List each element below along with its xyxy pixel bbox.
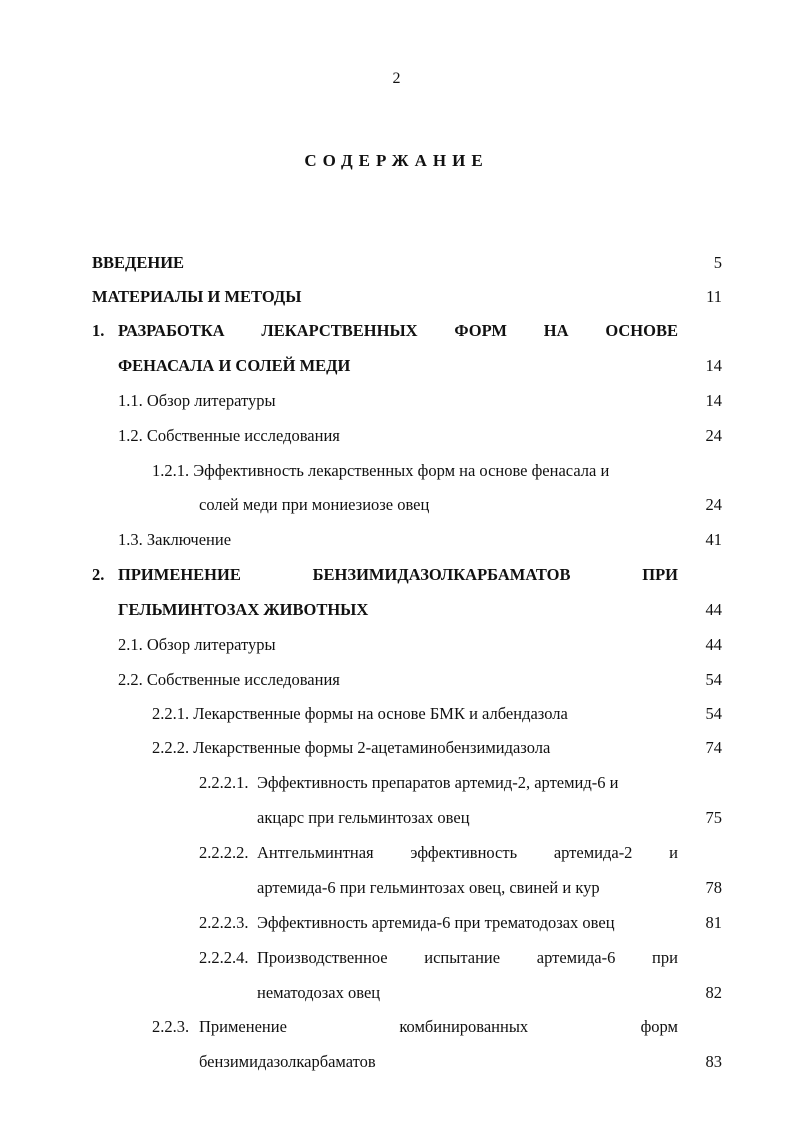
toc-s2-2-2[interactable]: 2.2.2. Лекарственные формы 2-ацетаминобензимидазола — [152, 738, 551, 757]
toc-intro-page: 5 — [713, 253, 722, 272]
toc-s1-word: РАЗРАБОТКА — [118, 321, 225, 340]
toc-s2-2-2-4-word: Производственное — [257, 948, 388, 967]
toc-s2-2-2-4-line1[interactable] — [257, 947, 678, 969]
toc-s2-2-2-2-word: Антгельминтная — [257, 843, 374, 862]
toc-s2-line2[interactable]: ГЕЛЬМИНТОЗАХ ЖИВОТНЫХ — [118, 600, 369, 619]
toc-s1-3-page: 41 — [705, 530, 722, 549]
toc-s2-word: ПРИ — [642, 565, 678, 584]
toc-s1-3[interactable]: 1.3. Заключение — [118, 530, 232, 549]
toc-s2-2-2-2-line1[interactable] — [257, 842, 678, 864]
toc-s2-2-3-line2[interactable]: бензимидазолкарбаматов — [199, 1052, 376, 1071]
toc-s2-2-2-2-word: эффективность — [410, 843, 518, 862]
toc-s2-2-2-2-number: 2.2.2.2. — [199, 843, 249, 862]
toc-s2-2-3-number: 2.2.3. — [152, 1017, 190, 1036]
toc-s1-2-1-page: 24 — [705, 495, 722, 514]
toc-s2-2-1[interactable]: 2.2.1. Лекарственные формы на основе БМК и албендазола — [152, 704, 568, 723]
toc-s2-2-2-3-number: 2.2.2.3. — [199, 913, 249, 932]
toc-s2-2-2-2-page: 78 — [705, 878, 722, 897]
toc-s2-2-2-1-line2[interactable]: акцарс при гельминтозах овец — [257, 808, 470, 827]
toc-methods[interactable]: МАТЕРИАЛЫ И МЕТОДЫ — [92, 287, 302, 306]
toc-s2-2-page: 54 — [705, 670, 722, 689]
toc-s2-2-2-4-line2[interactable]: нематодозах овец — [257, 983, 381, 1002]
toc-s1-2-1-line2[interactable]: солей меди при мониезиозе овец — [199, 495, 430, 514]
toc-s2-word: ПРИМЕНЕНИЕ — [118, 565, 241, 584]
toc-s2-1-page: 44 — [705, 635, 722, 654]
toc-s2-2-2-2-line2[interactable]: артемида-6 при гельминтозах овец, свиней и кур — [257, 878, 600, 897]
toc-s2-2-2-3-page: 81 — [705, 913, 722, 932]
toc-s1-word: ФОРМ — [454, 321, 507, 340]
toc-s2-2-3-line1[interactable] — [199, 1016, 678, 1038]
toc-s1-word: ЛЕКАРСТВЕННЫХ — [261, 321, 418, 340]
toc-s1-number: 1. — [92, 321, 105, 340]
toc-s1-1[interactable]: 1.1. Обзор литературы — [118, 391, 276, 410]
toc-s1-page: 14 — [705, 356, 722, 375]
toc-s2-2-2-1-number: 2.2.2.1. — [199, 773, 249, 792]
page-number: 2 — [392, 70, 401, 87]
toc-s2-2-2-4-word: испытание — [424, 948, 501, 967]
toc-s2-2-2-page: 74 — [705, 738, 722, 757]
toc-s1-line2[interactable]: ФЕНАСАЛА И СОЛЕЙ МЕДИ — [118, 356, 351, 375]
toc-s2-2-3-word: форм — [640, 1017, 678, 1036]
toc-s2-2-2-4-number: 2.2.2.4. — [199, 948, 249, 967]
toc-s2-2-2-1-page: 75 — [705, 808, 722, 827]
toc-s1-2[interactable]: 1.2. Собственные исследования — [118, 426, 340, 445]
toc-intro[interactable]: ВВЕДЕНИЕ — [92, 253, 185, 272]
toc-s2-1[interactable]: 2.1. Обзор литературы — [118, 635, 276, 654]
toc-s2-2-2-4-word: артемида-6 — [536, 948, 616, 967]
toc-s2-2-1-page: 54 — [705, 704, 722, 723]
toc-s2-2-3-word: Применение — [199, 1017, 287, 1036]
toc-s2-number: 2. — [92, 565, 105, 584]
toc-s2-2-2-2-word: и — [669, 843, 678, 862]
toc-s2-line1[interactable] — [118, 564, 678, 586]
toc-s2-word: БЕНЗИМИДАЗОЛКАРБАМАТОВ — [312, 565, 571, 584]
toc-s1-word: НА — [543, 321, 569, 340]
toc-s2-2-2-2-word: артемида-2 — [553, 843, 633, 862]
toc-s1-2-page: 24 — [705, 426, 722, 445]
toc-s2-2-2-4-word: при — [652, 948, 678, 967]
toc-s1-word: ОСНОВЕ — [605, 321, 678, 340]
toc-s2-2-2-3-line1[interactable]: Эффективность артемида-6 при трематодозах овец — [257, 913, 615, 932]
toc-s2-2[interactable]: 2.2. Собственные исследования — [118, 670, 340, 689]
toc-s2-2-3-word: комбинированных — [399, 1017, 529, 1036]
toc-s1-1-page: 14 — [705, 391, 722, 410]
toc-s1-2-1-line1[interactable]: 1.2.1. Эффективность лекарственных форм на основе фенасала и — [152, 461, 610, 480]
toc-s2-2-2-4-page: 82 — [705, 983, 722, 1002]
toc-s2-page: 44 — [705, 600, 722, 619]
page-title: СОДЕРЖАНИЕ — [304, 151, 489, 170]
toc-s2-2-2-1-line1[interactable]: Эффективность препаратов артемид-2, артемид-6 и — [257, 773, 619, 792]
toc-methods-page: 11 — [706, 287, 722, 306]
toc-s2-2-3-page: 83 — [705, 1052, 722, 1071]
toc-s1-line1[interactable] — [118, 320, 678, 342]
